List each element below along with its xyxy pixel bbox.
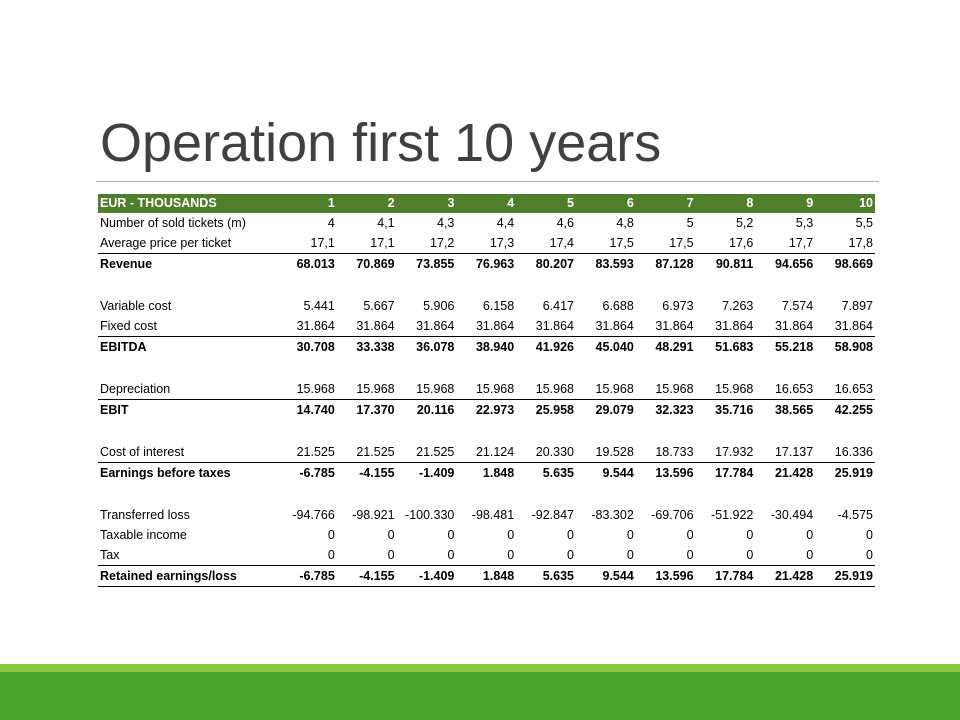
header-year: 3 xyxy=(397,194,457,213)
row-label: Tax xyxy=(98,545,277,566)
row-value-cell: 70.869 xyxy=(356,257,395,271)
table-row xyxy=(98,566,875,587)
row-value-cell: 31.864 xyxy=(337,316,397,337)
row-value-cell: 0 xyxy=(755,545,815,566)
header-label: EUR - THOUSANDS xyxy=(98,194,277,213)
row-value-cell: 36.078 xyxy=(416,340,455,354)
header-year: 8 xyxy=(696,194,756,213)
row-value-cell: 6.973 xyxy=(662,299,694,313)
table-body xyxy=(98,194,875,587)
row-value-cell: 29.079 xyxy=(595,403,634,417)
row-value-cell: 42.255 xyxy=(834,403,873,417)
spacer-cell xyxy=(98,274,875,296)
row-value-cell: 17,4 xyxy=(516,233,576,254)
row-value-cell: 6.158 xyxy=(482,299,515,313)
row-value-cell: 7.897 xyxy=(841,299,873,313)
spacer-cell xyxy=(98,357,875,379)
row-value-cell: 73.855 xyxy=(416,257,455,271)
row-value-cell: 51.683 xyxy=(715,340,754,354)
table-row xyxy=(98,296,875,316)
row-value-cell: 83.593 xyxy=(595,257,634,271)
footer-bar xyxy=(0,672,960,720)
row-value-cell: 38.940 xyxy=(475,340,515,354)
row-label: Number of sold tickets (m) xyxy=(100,216,246,230)
row-label: Depreciation xyxy=(98,379,277,400)
row-value-cell: 1.848 xyxy=(482,466,515,480)
row-value-cell: 0 xyxy=(576,545,636,566)
row-value-cell: 13.596 xyxy=(636,566,696,587)
row-value-cell: 6.417 xyxy=(542,299,574,313)
row-value-cell: 21.525 xyxy=(277,442,337,463)
row-value-cell: 5.635 xyxy=(542,466,574,480)
row-value-cell: 17,7 xyxy=(755,233,815,254)
row-value-cell: 0 xyxy=(277,545,337,566)
row-value-cell: 15.968 xyxy=(576,379,636,400)
row-value-cell: 7.574 xyxy=(781,299,814,313)
row-value-cell: -69.706 xyxy=(651,508,694,522)
spacer-row xyxy=(98,357,875,379)
header-year: 5 xyxy=(516,194,576,213)
row-value-cell: 0 xyxy=(866,528,873,542)
row-value-cell: 25.919 xyxy=(815,566,875,587)
row-value-cell: 17.784 xyxy=(715,466,754,480)
row-value-cell: -4.155 xyxy=(337,566,397,587)
row-value-cell: -30.494 xyxy=(770,508,814,522)
row-value-cell: 16.653 xyxy=(755,379,815,400)
row-label: Revenue xyxy=(100,257,153,271)
row-value-cell: 31.864 xyxy=(636,316,696,337)
table-row xyxy=(98,233,875,254)
table-row xyxy=(98,525,875,545)
row-value-cell: 1.848 xyxy=(456,566,516,587)
row-value-cell: 15.968 xyxy=(516,379,576,400)
row-value-cell: 13.596 xyxy=(655,466,694,480)
row-value-cell: 0 xyxy=(447,528,455,542)
row-value-cell: 25.919 xyxy=(834,466,873,480)
row-value-cell: 0 xyxy=(507,528,515,542)
row-value-cell: 0 xyxy=(327,528,335,542)
row-value-cell: 22.973 xyxy=(475,403,515,417)
row-value-cell: 21.525 xyxy=(397,442,457,463)
row-value-cell: 0 xyxy=(806,528,814,542)
header-year: 1 xyxy=(277,194,337,213)
row-label: Retained earnings/loss xyxy=(98,566,277,587)
row-value-cell: 9.544 xyxy=(602,466,634,480)
header-year: 6 xyxy=(576,194,636,213)
row-value-cell: -51.922 xyxy=(710,508,754,522)
row-value-cell: 15.968 xyxy=(456,379,516,400)
row-value-cell: 17,1 xyxy=(277,233,337,254)
row-value-cell: 4,6 xyxy=(556,216,574,230)
row-value-cell: 17,2 xyxy=(397,233,457,254)
row-value-cell: 4,8 xyxy=(616,216,634,230)
row-value-cell: 94.656 xyxy=(774,257,814,271)
row-value-cell: -1.409 xyxy=(397,566,457,587)
row-value-cell: 31.864 xyxy=(456,316,516,337)
row-value-cell: 14.740 xyxy=(296,403,335,417)
row-value-cell: 17.137 xyxy=(755,442,815,463)
row-value-cell: 20.116 xyxy=(416,403,455,417)
row-value-cell: 5.906 xyxy=(423,299,455,313)
row-value-cell: 5 xyxy=(686,216,694,230)
spacer-cell xyxy=(98,483,875,505)
header-year: 9 xyxy=(755,194,815,213)
row-value-cell: 6.688 xyxy=(602,299,634,313)
row-value-cell: 17,5 xyxy=(636,233,696,254)
row-value-cell: 17.784 xyxy=(696,566,756,587)
row-value-cell: -98.481 xyxy=(471,508,515,522)
table-row xyxy=(98,442,875,463)
row-label: EBITDA xyxy=(100,340,147,354)
header-year: 10 xyxy=(815,194,875,213)
row-value-cell: 15.968 xyxy=(337,379,397,400)
row-value-cell: 17,5 xyxy=(576,233,636,254)
row-value-cell: 17.932 xyxy=(696,442,756,463)
financial-table xyxy=(98,194,875,587)
row-label: Variable cost xyxy=(100,299,172,313)
row-value-cell: -94.766 xyxy=(292,508,335,522)
row-value-cell: 0 xyxy=(686,528,694,542)
row-value-cell: 0 xyxy=(746,528,754,542)
row-value-cell: 15.968 xyxy=(397,379,457,400)
row-value-cell: 15.968 xyxy=(696,379,756,400)
row-value-cell: 18.733 xyxy=(636,442,696,463)
row-value-cell: 41.926 xyxy=(535,340,574,354)
table-row xyxy=(98,316,875,337)
row-value-cell: 7.263 xyxy=(722,299,754,313)
slide-title: Operation first 10 years xyxy=(100,113,662,173)
row-value-cell: 31.864 xyxy=(815,316,875,337)
row-value-cell: 80.207 xyxy=(535,257,574,271)
row-value-cell: 0 xyxy=(626,528,634,542)
row-value-cell: 0 xyxy=(397,545,457,566)
row-value-cell: 4,4 xyxy=(496,216,515,230)
row-value-cell: 68.013 xyxy=(296,257,335,271)
row-value-cell: 31.864 xyxy=(277,316,337,337)
row-value-cell: 58.908 xyxy=(834,340,873,354)
table-row xyxy=(98,213,875,233)
row-value-cell: 5,5 xyxy=(855,216,873,230)
row-value-cell: 0 xyxy=(567,528,574,542)
row-value-cell: 4,3 xyxy=(437,216,455,230)
row-value-cell: 21.124 xyxy=(456,442,516,463)
row-value-cell: 0 xyxy=(696,545,756,566)
row-value-cell: 31.864 xyxy=(397,316,457,337)
row-value-cell: 9.544 xyxy=(576,566,636,587)
row-value-cell: 87.128 xyxy=(655,257,694,271)
row-value-cell: 48.291 xyxy=(655,340,694,354)
row-value-cell: 31.864 xyxy=(576,316,636,337)
row-value-cell: -92.847 xyxy=(531,508,574,522)
row-value-cell: 98.669 xyxy=(834,257,873,271)
table-row xyxy=(98,400,875,421)
row-value-cell: 0 xyxy=(636,545,696,566)
row-label: Earnings before taxes xyxy=(100,466,231,480)
row-value-cell: -6.785 xyxy=(299,466,335,480)
row-label: Fixed cost xyxy=(98,316,277,337)
row-value-cell: 15.968 xyxy=(636,379,696,400)
row-value-cell: -83.302 xyxy=(591,508,634,522)
row-value-cell: 21.428 xyxy=(755,566,815,587)
spacer-row xyxy=(98,483,875,505)
row-value-cell: 21.428 xyxy=(774,466,814,480)
row-value-cell: 30.708 xyxy=(296,340,335,354)
row-value-cell: 19.528 xyxy=(576,442,636,463)
row-value-cell: 33.338 xyxy=(356,340,395,354)
row-label: EBIT xyxy=(100,403,129,417)
row-value-cell: 5.667 xyxy=(363,299,395,313)
row-value-cell: 45.040 xyxy=(595,340,634,354)
row-value-cell: 0 xyxy=(815,545,875,566)
row-value-cell: 5.441 xyxy=(303,299,335,313)
row-value-cell: 31.864 xyxy=(516,316,576,337)
row-value-cell: -98.921 xyxy=(352,508,395,522)
header-year: 4 xyxy=(456,194,516,213)
row-value-cell: 15.968 xyxy=(277,379,337,400)
row-value-cell: 5,3 xyxy=(795,216,814,230)
row-label: Taxable income xyxy=(100,528,187,542)
row-value-cell: 31.864 xyxy=(696,316,756,337)
header-year: 2 xyxy=(337,194,397,213)
row-value-cell: 17.370 xyxy=(356,403,395,417)
row-label: Average price per ticket xyxy=(98,233,277,254)
row-value-cell: 5,2 xyxy=(735,216,754,230)
row-value-cell: 16.653 xyxy=(815,379,875,400)
row-value-cell: 0 xyxy=(337,545,397,566)
row-value-cell: 5.635 xyxy=(516,566,576,587)
spacer-row xyxy=(98,274,875,296)
row-value-cell: -4.575 xyxy=(837,508,873,522)
row-value-cell: 25.958 xyxy=(535,403,574,417)
row-value-cell: 21.525 xyxy=(337,442,397,463)
row-value-cell: -6.785 xyxy=(277,566,337,587)
row-value-cell: 17,1 xyxy=(337,233,397,254)
spacer-row xyxy=(98,420,875,442)
row-value-cell: 4 xyxy=(327,216,335,230)
row-value-cell: 17,3 xyxy=(456,233,516,254)
row-value-cell: 0 xyxy=(387,528,395,542)
row-label: Transferred loss xyxy=(100,508,190,522)
row-value-cell: -4.155 xyxy=(359,466,395,480)
row-value-cell: 35.716 xyxy=(715,403,754,417)
table-row xyxy=(98,505,875,525)
header-year: 7 xyxy=(636,194,696,213)
row-value-cell: -100.330 xyxy=(405,508,455,522)
row-value-cell: 32.323 xyxy=(655,403,694,417)
table-row xyxy=(98,379,875,400)
title-divider xyxy=(96,181,879,182)
row-value-cell: 55.218 xyxy=(774,340,814,354)
table-row xyxy=(98,463,875,484)
row-value-cell: 31.864 xyxy=(755,316,815,337)
row-value-cell: -1.409 xyxy=(418,466,455,480)
row-value-cell: 90.811 xyxy=(715,257,754,271)
table-row xyxy=(98,254,875,275)
row-value-cell: 17,6 xyxy=(696,233,756,254)
row-value-cell: 20.330 xyxy=(516,442,576,463)
row-value-cell: 0 xyxy=(456,545,516,566)
row-label: Cost of interest xyxy=(98,442,277,463)
table-row xyxy=(98,337,875,358)
spacer-cell xyxy=(98,420,875,442)
table-row xyxy=(98,545,875,566)
row-value-cell: 17,8 xyxy=(815,233,875,254)
row-value-cell: 16.336 xyxy=(815,442,875,463)
row-value-cell: 76.963 xyxy=(475,257,515,271)
footer-accent-bar xyxy=(0,664,960,672)
table-header-row xyxy=(98,194,875,213)
row-value-cell: 0 xyxy=(516,545,576,566)
row-value-cell: 4,1 xyxy=(377,216,395,230)
row-value-cell: 38.565 xyxy=(774,403,814,417)
